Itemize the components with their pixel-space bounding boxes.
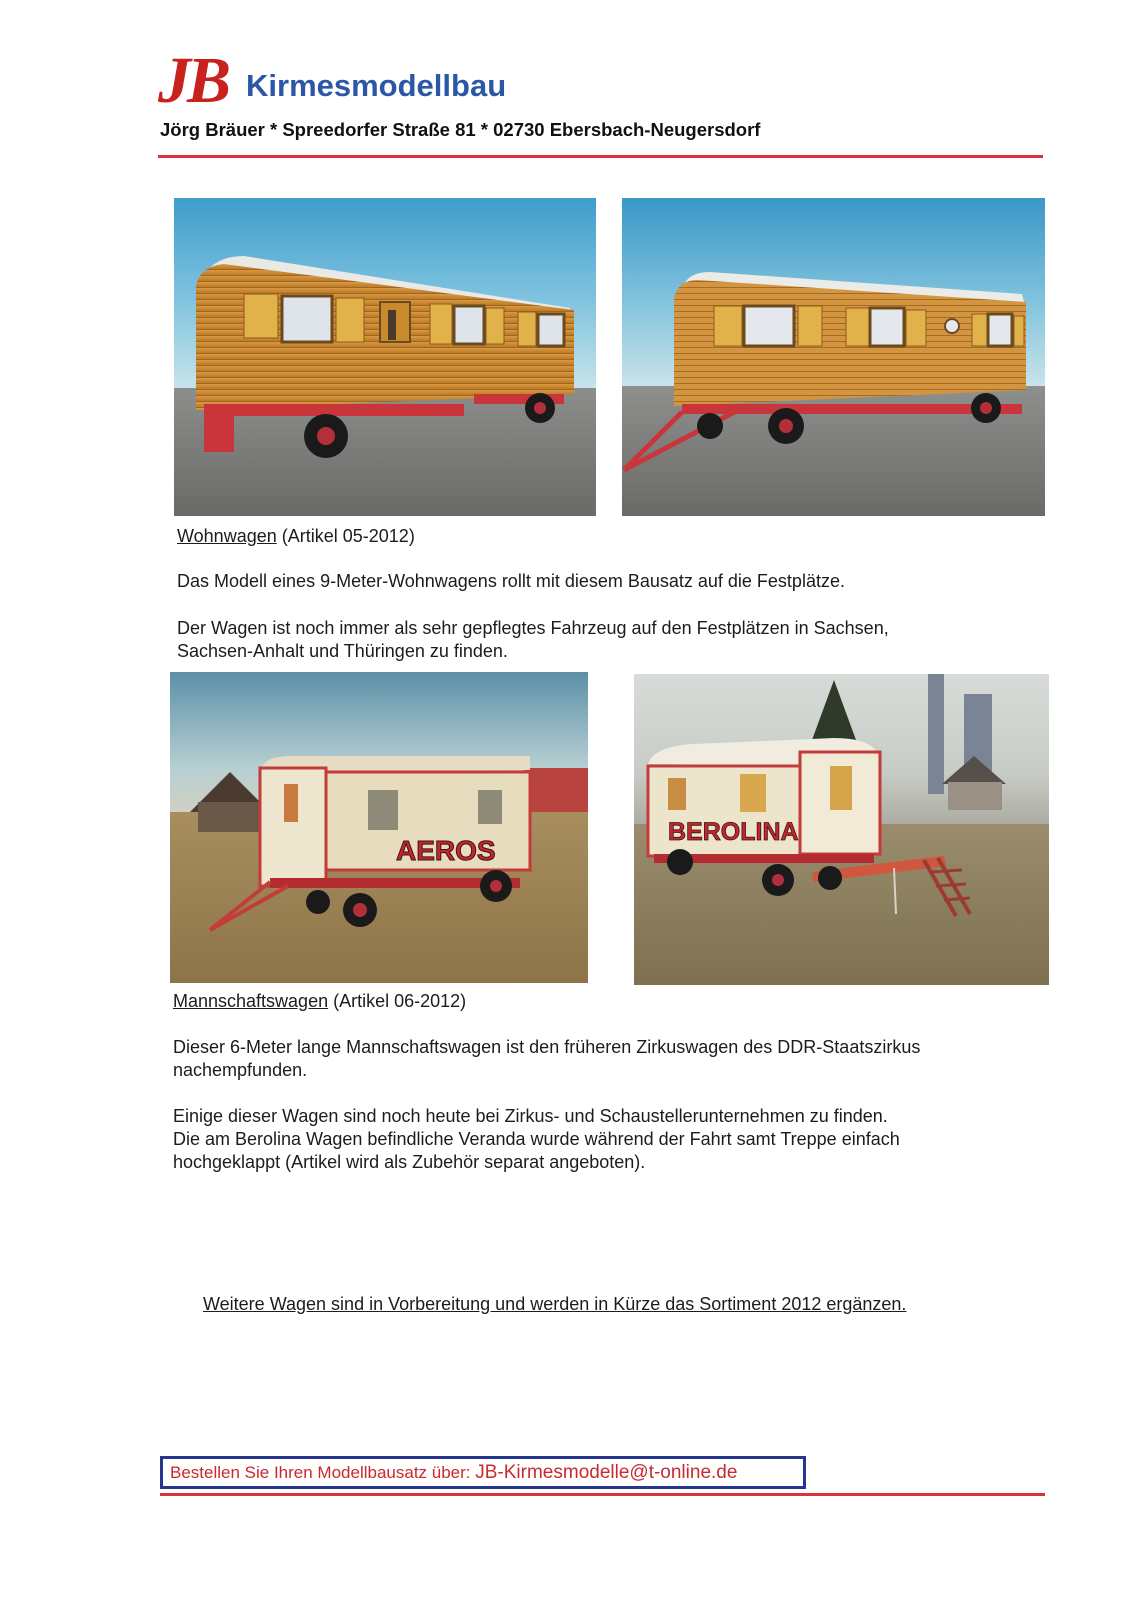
wohnwagen-photo-side bbox=[174, 198, 596, 516]
berolina-lettering: BEROLINA bbox=[668, 818, 799, 846]
wohnwagen-photo-drawbar bbox=[622, 198, 1045, 516]
wohnwagen-para2-line1: Der Wagen ist noch immer als sehr gepflegtes Fahrzeug auf den Festplätzen in Sachsen, bbox=[177, 618, 889, 638]
wohnwagen-description-2 bbox=[177, 617, 889, 663]
coming-soon-note: Weitere Wagen sind in Vorbereitung und werden in Kürze das Sortiment 2012 ergänzen. bbox=[203, 1294, 907, 1314]
mannschaftswagen-para2-line2: Die am Berolina Wagen befindliche Veranda wurde während der Fahrt samt Treppe einfach bbox=[173, 1129, 900, 1149]
mannschaftswagen-para1-line2: nachempfunden. bbox=[173, 1060, 308, 1080]
jb-logo: JB bbox=[158, 44, 228, 117]
wohnwagen-para2-line2: Sachsen-Anhalt und Thüringen zu finden. bbox=[177, 641, 508, 661]
brand-name: Kirmesmodellbau bbox=[246, 68, 507, 103]
order-line bbox=[170, 1462, 737, 1484]
mannschaftswagen-para1-line1: Dieser 6-Meter lange Mannschaftswagen ist den früheren Zirkuswagen des DDR-Staatszirkus bbox=[173, 1037, 921, 1057]
footer-divider bbox=[160, 1493, 1045, 1496]
order-label: Bestellen Sie Ihren Modellbausatz über: bbox=[170, 1463, 476, 1482]
berolina-wagon-photo bbox=[634, 674, 1049, 985]
mannschaftswagen-para2-line3: hochgeklappt (Artikel wird als Zubehör separat angeboten). bbox=[173, 1152, 646, 1172]
mannschaftswagen-description bbox=[173, 1036, 920, 1082]
mannschaftswagen-caption bbox=[173, 990, 466, 1013]
mannschaftswagen-article: (Artikel 06-2012) bbox=[328, 991, 467, 1011]
mannschaftswagen-para2-line1: Einige dieser Wagen sind noch heute bei Zirkus- und Schaustellerunternehmen zu finden. bbox=[173, 1106, 888, 1126]
wohnwagen-article: (Artikel 05-2012) bbox=[276, 526, 415, 546]
aeros-wagon-photo bbox=[170, 672, 588, 983]
wohnwagen-title: Wohnwagen bbox=[177, 526, 277, 546]
header-divider bbox=[158, 155, 1043, 158]
order-email[interactable]: JB-Kirmesmodelle@t-online.de bbox=[475, 1462, 738, 1483]
mannschaftswagen-title: Mannschaftswagen bbox=[173, 991, 329, 1011]
aeros-lettering: AEROS bbox=[396, 835, 496, 866]
wohnwagen-caption bbox=[177, 525, 415, 548]
mannschaftswagen-description-2 bbox=[173, 1105, 900, 1174]
wohnwagen-para1: Das Modell eines 9-Meter-Wohnwagens rollt mit diesem Bausatz auf die Festplätze. bbox=[177, 571, 845, 591]
company-address: Jörg Bräuer * Spreedorfer Straße 81 * 02730 Ebersbach-Neugersdorf bbox=[160, 119, 761, 140]
wohnwagen-description bbox=[177, 570, 845, 593]
